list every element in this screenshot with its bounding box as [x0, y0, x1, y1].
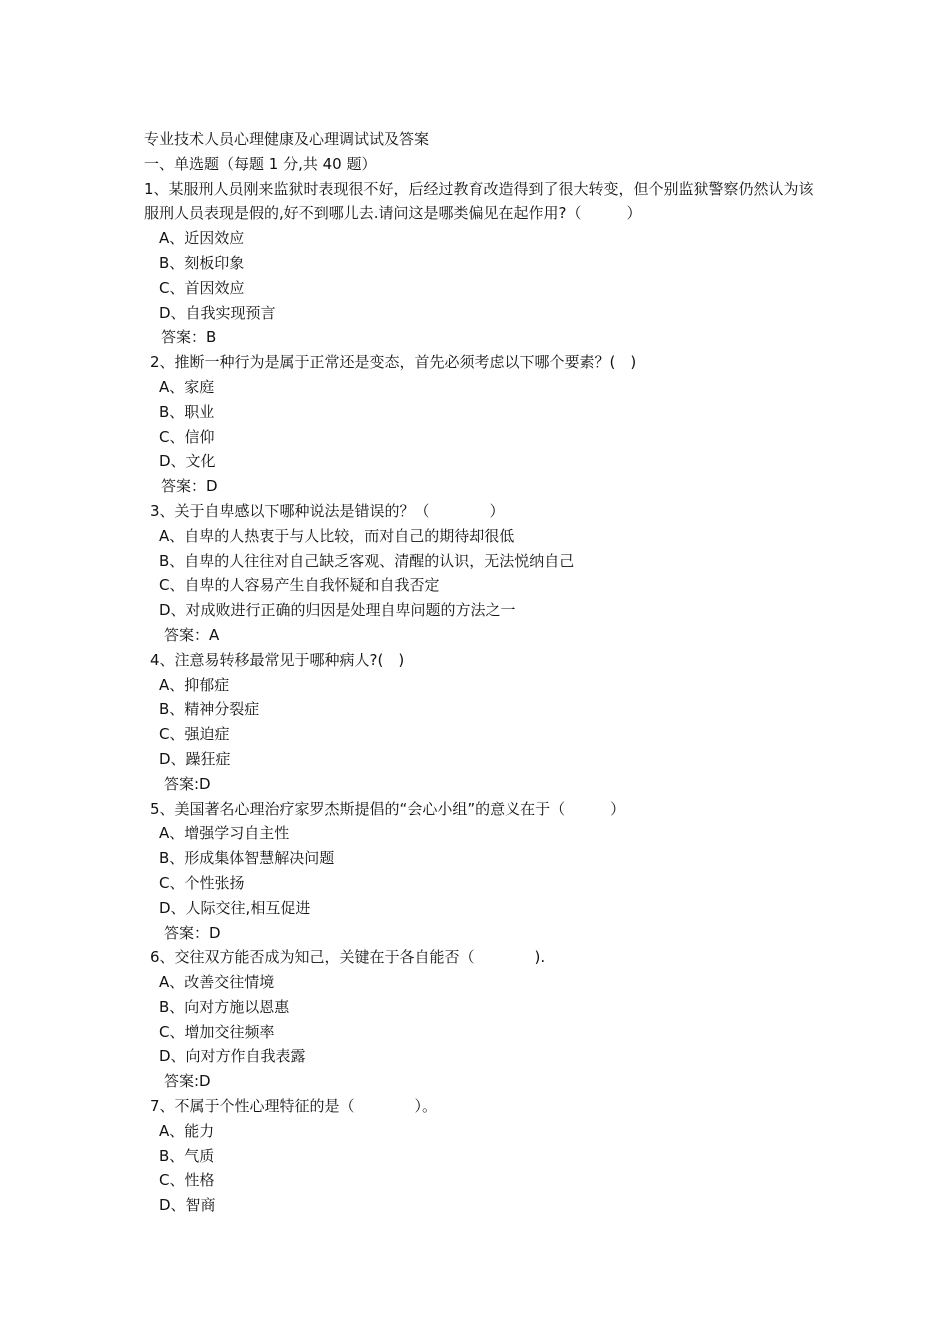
option-d: D、智商 [159, 1196, 216, 1215]
option-d: D、人际交往,相互促进 [159, 898, 311, 917]
answer-line: 答案：B [161, 328, 217, 347]
option-d: D、文化 [159, 452, 216, 471]
option-a: A、能力 [159, 1121, 215, 1140]
option-a: A、改善交往情境 [159, 973, 275, 992]
option-a: A、自卑的人热衷于与人比较，而对自己的期待却很低 [159, 526, 515, 545]
option-b: B、精神分裂症 [159, 700, 260, 719]
option-a: A、近因效应 [159, 229, 245, 248]
question-stem: 5、美国著名心理治疗家罗杰斯提倡的“会心小组”的意义在于（ ） [150, 799, 626, 818]
question-stem: 4、注意易转移最常见于哪种病人?( ) [150, 650, 405, 669]
option-b: B、刻板印象 [159, 253, 245, 272]
option-b: B、自卑的人往往对自己缺乏客观、清醒的认识，无法悦纳自己 [159, 551, 575, 570]
option-d: D、自我实现预言 [159, 303, 276, 322]
answer-line: 答案：D [164, 923, 221, 942]
option-c: C、信仰 [159, 427, 215, 446]
question-stem: 3、关于自卑感以下哪种说法是错误的？（ ） [150, 501, 505, 520]
option-d: D、对成败进行正确的归因是处理自卑问题的方法之一 [159, 601, 516, 620]
answer-line: 答案:D [164, 1072, 211, 1091]
answer-line: 答案：D [161, 477, 218, 496]
option-c: C、性格 [159, 1171, 215, 1190]
question-stem: 6、交往双方能否成为知己，关键在于各自能否（ ). [150, 948, 546, 967]
option-c: C、个性张扬 [159, 873, 245, 892]
option-d: D、躁狂症 [159, 749, 231, 768]
option-a: A、抑郁症 [159, 675, 230, 694]
option-b: B、气质 [159, 1146, 215, 1165]
option-b: B、向对方施以恩惠 [159, 997, 290, 1016]
option-c: C、首因效应 [159, 278, 245, 297]
question-stem: 2、推断一种行为是属于正常还是变态，首先必须考虑以下哪个要素？( ) [150, 353, 637, 372]
document-body [144, 127, 814, 1218]
option-b: B、形成集体智慧解决问题 [159, 849, 335, 868]
option-c: C、自卑的人容易产生自我怀疑和自我否定 [159, 576, 440, 595]
answer-line: 答案:D [164, 774, 211, 793]
option-c: C、强迫症 [159, 725, 230, 744]
option-b: B、职业 [159, 402, 215, 421]
answer-line: 答案：A [164, 625, 220, 644]
question-stem: 7、不属于个性心理特征的是（ ）。 [150, 1097, 438, 1116]
option-d: D、向对方作自我表露 [159, 1047, 306, 1066]
document-title: 专业技术人员心理健康及心理调试试及答案 [144, 130, 430, 148]
option-a: A、增强学习自主性 [159, 824, 290, 843]
question-stem: 1、某服刑人员刚来监狱时表现很不好，后经过教育改造得到了很大转变，但个别监狱警察仍然认为该服刑人员表现是假的,好不到哪儿去.请问这是哪类偏见在起作用?（ ） [144, 179, 814, 223]
option-c: C、增加交往频率 [159, 1022, 275, 1041]
section-heading: 一、单选题（每题 1 分,共 40 题） [144, 154, 377, 173]
option-a: A、家庭 [159, 377, 215, 396]
